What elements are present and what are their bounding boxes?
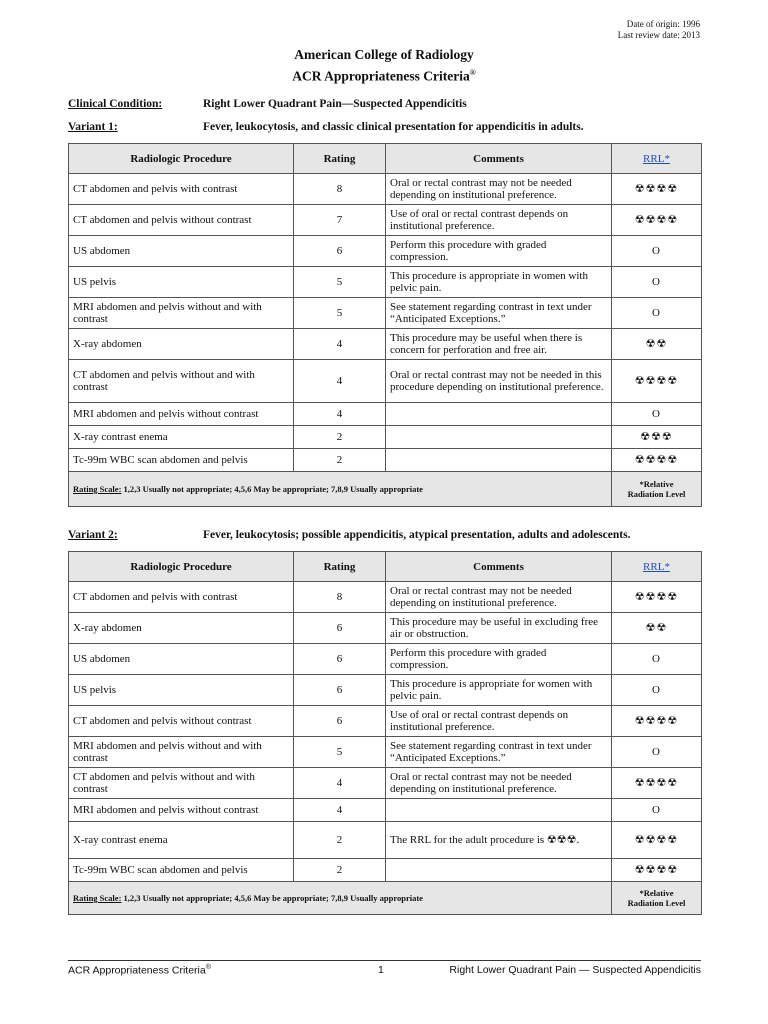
document-dates xyxy=(618,19,700,41)
procedure-cell: US pelvis xyxy=(69,267,294,298)
rrl-cell: O xyxy=(612,737,702,768)
rrl-cell: ☢☢☢☢ xyxy=(612,822,702,859)
rrl-cell: ☢☢ xyxy=(612,613,702,644)
rating-cell: 7 xyxy=(294,205,386,236)
rating-cell: 5 xyxy=(294,737,386,768)
rrl-cell: O xyxy=(612,267,702,298)
col-procedure: Radiologic Procedure xyxy=(69,144,294,174)
rating-cell: 4 xyxy=(294,403,386,426)
rating-cell: 6 xyxy=(294,613,386,644)
procedure-cell: X-ray contrast enema xyxy=(69,822,294,859)
procedure-cell: Tc-99m WBC scan abdomen and pelvis xyxy=(69,449,294,472)
page-footer xyxy=(68,960,701,977)
rrl-cell: ☢☢☢☢ xyxy=(612,859,702,882)
table-row xyxy=(69,613,702,644)
col-rating: Rating xyxy=(294,144,386,174)
table-row xyxy=(69,768,702,799)
criteria-title: ACR Appropriateness Criteria® xyxy=(292,68,476,84)
comment-cell: Oral or rectal contrast may not be needed depending on institutional preference. xyxy=(386,582,612,613)
comment-cell: This procedure is appropriate in women with pelvic pain. xyxy=(386,267,612,298)
comment-cell: Perform this procedure with graded compression. xyxy=(386,644,612,675)
procedure-cell: MRI abdomen and pelvis without contrast xyxy=(69,799,294,822)
rating-cell: 2 xyxy=(294,822,386,859)
rating-cell: 2 xyxy=(294,859,386,882)
clinical-condition-value: Right Lower Quadrant Pain—Suspected Appendicitis xyxy=(203,98,467,110)
procedure-cell: MRI abdomen and pelvis without and with contrast xyxy=(69,737,294,768)
comment-cell: Oral or rectal contrast may not be needed in this procedure depending on institutional preference. xyxy=(386,360,612,403)
rating-cell: 4 xyxy=(294,768,386,799)
col-rrl-link[interactable]: RRL* xyxy=(612,144,702,174)
comment-cell xyxy=(386,449,612,472)
footer-condition: Right Lower Quadrant Pain — Suspected Appendicitis xyxy=(449,964,701,976)
rrl-cell: ☢☢☢☢ xyxy=(612,174,702,205)
comment-cell xyxy=(386,859,612,882)
footer-title: ACR Appropriateness Criteria® xyxy=(68,964,211,977)
table-row xyxy=(69,582,702,613)
rating-cell: 5 xyxy=(294,298,386,329)
rrl-cell: O xyxy=(612,644,702,675)
variant1-body xyxy=(69,174,702,472)
procedure-cell: X-ray contrast enema xyxy=(69,426,294,449)
rating-cell: 5 xyxy=(294,267,386,298)
comment-cell: See statement regarding contrast in text under “Anticipated Exceptions.” xyxy=(386,298,612,329)
comment-cell: See statement regarding contrast in text under “Anticipated Exceptions.” xyxy=(386,737,612,768)
comment-cell: The RRL for the adult procedure is ☢☢☢. xyxy=(386,822,612,859)
rrl-note: *Relative Radiation Level xyxy=(612,882,702,915)
rating-cell: 6 xyxy=(294,675,386,706)
procedure-cell: CT abdomen and pelvis without contrast xyxy=(69,706,294,737)
last-review-date: Last review date: 2013 xyxy=(617,30,700,40)
procedure-cell: CT abdomen and pelvis with contrast xyxy=(69,174,294,205)
procedure-cell: US abdomen xyxy=(69,644,294,675)
rating-cell: 6 xyxy=(294,236,386,267)
comment-cell: This procedure is appropriate for women with pelvic pain. xyxy=(386,675,612,706)
rating-cell: 6 xyxy=(294,644,386,675)
table-row xyxy=(69,706,702,737)
org-name: American College of Radiology xyxy=(294,47,474,62)
rrl-cell: ☢☢☢☢ xyxy=(612,449,702,472)
rrl-cell: O xyxy=(612,298,702,329)
procedure-cell: MRI abdomen and pelvis without contrast xyxy=(69,403,294,426)
table-row xyxy=(69,205,702,236)
table-row xyxy=(69,426,702,449)
table-row xyxy=(69,675,702,706)
rating-cell: 4 xyxy=(294,329,386,360)
rating-cell: 6 xyxy=(294,706,386,737)
col-procedure: Radiologic Procedure xyxy=(69,552,294,582)
col-rating: Rating xyxy=(294,552,386,582)
table-header-row xyxy=(69,144,702,174)
comment-cell: Use of oral or rectal contrast depends on institutional preference. xyxy=(386,205,612,236)
variant2-body xyxy=(69,582,702,882)
document-title xyxy=(0,46,768,86)
col-comments: Comments xyxy=(386,144,612,174)
comment-cell: Perform this procedure with graded compression. xyxy=(386,236,612,267)
rrl-cell: O xyxy=(612,675,702,706)
rrl-cell: ☢☢☢☢ xyxy=(612,582,702,613)
rrl-cell: O xyxy=(612,403,702,426)
registered-mark: ® xyxy=(469,68,476,77)
table-row xyxy=(69,298,702,329)
procedure-cell: Tc-99m WBC scan abdomen and pelvis xyxy=(69,859,294,882)
procedure-cell: US pelvis xyxy=(69,675,294,706)
rrl-cell: ☢☢☢☢ xyxy=(612,706,702,737)
rrl-cell: ☢☢ xyxy=(612,329,702,360)
rrl-cell: ☢☢☢☢ xyxy=(612,360,702,403)
table-row xyxy=(69,236,702,267)
procedure-cell: MRI abdomen and pelvis without and with contrast xyxy=(69,298,294,329)
comment-cell: Use of oral or rectal contrast depends on institutional preference. xyxy=(386,706,612,737)
rrl-cell: ☢☢☢ xyxy=(612,426,702,449)
table-row xyxy=(69,644,702,675)
variant2-description: Fever, leukocytosis; possible appendicitis, atypical presentation, adults and adolescents. xyxy=(203,529,631,541)
comment-cell: This procedure may be useful in excluding free air or obstruction. xyxy=(386,613,612,644)
rrl-cell: ☢☢☢☢ xyxy=(612,768,702,799)
procedure-cell: CT abdomen and pelvis with contrast xyxy=(69,582,294,613)
rrl-note: *Relative Radiation Level xyxy=(612,472,702,507)
clinical-condition-label: Clinical Condition: xyxy=(68,98,163,110)
table-row xyxy=(69,267,702,298)
table-row xyxy=(69,360,702,403)
col-rrl-link[interactable]: RRL* xyxy=(612,552,702,582)
rating-scale-row xyxy=(69,882,702,915)
variant2-label: Variant 2: xyxy=(68,529,118,541)
variant1-label: Variant 1: xyxy=(68,121,118,133)
table-row xyxy=(69,822,702,859)
comment-cell: This procedure may be useful when there is concern for perforation and free air. xyxy=(386,329,612,360)
comment-cell xyxy=(386,403,612,426)
rrl-cell: O xyxy=(612,236,702,267)
comment-cell: Oral or rectal contrast may not be needed depending on institutional preference. xyxy=(386,768,612,799)
date-of-origin: Date of origin: 1996 xyxy=(626,19,700,29)
rating-cell: 4 xyxy=(294,360,386,403)
rating-cell: 8 xyxy=(294,174,386,205)
table-row xyxy=(69,329,702,360)
rating-scale: Rating Scale: 1,2,3 Usually not appropriate; 4,5,6 May be appropriate; 7,8,9 Usually appropriate xyxy=(69,472,612,507)
procedure-cell: X-ray abdomen xyxy=(69,613,294,644)
rating-scale: Rating Scale: 1,2,3 Usually not appropriate; 4,5,6 May be appropriate; 7,8,9 Usually appropriate xyxy=(69,882,612,915)
rating-cell: 4 xyxy=(294,799,386,822)
variant2-table xyxy=(68,551,702,915)
table-row xyxy=(69,859,702,882)
rating-cell: 2 xyxy=(294,449,386,472)
table-row xyxy=(69,449,702,472)
table-header-row xyxy=(69,552,702,582)
procedure-cell: CT abdomen and pelvis without and with contrast xyxy=(69,360,294,403)
procedure-cell: CT abdomen and pelvis without and with contrast xyxy=(69,768,294,799)
col-comments: Comments xyxy=(386,552,612,582)
variant1-description: Fever, leukocytosis, and classic clinical presentation for appendicitis in adults. xyxy=(203,121,584,133)
rating-cell: 8 xyxy=(294,582,386,613)
table-row xyxy=(69,799,702,822)
procedure-cell: CT abdomen and pelvis without contrast xyxy=(69,205,294,236)
comment-cell xyxy=(386,799,612,822)
rrl-cell: ☢☢☢☢ xyxy=(612,205,702,236)
table-row xyxy=(69,403,702,426)
variant1-table xyxy=(68,143,702,507)
rrl-cell: O xyxy=(612,799,702,822)
rating-scale-row xyxy=(69,472,702,507)
procedure-cell: X-ray abdomen xyxy=(69,329,294,360)
comment-cell xyxy=(386,426,612,449)
page-number: 1 xyxy=(378,964,384,976)
rating-cell: 2 xyxy=(294,426,386,449)
table-row xyxy=(69,737,702,768)
comment-cell: Oral or rectal contrast may not be needed depending on institutional preference. xyxy=(386,174,612,205)
table-row xyxy=(69,174,702,205)
procedure-cell: US abdomen xyxy=(69,236,294,267)
